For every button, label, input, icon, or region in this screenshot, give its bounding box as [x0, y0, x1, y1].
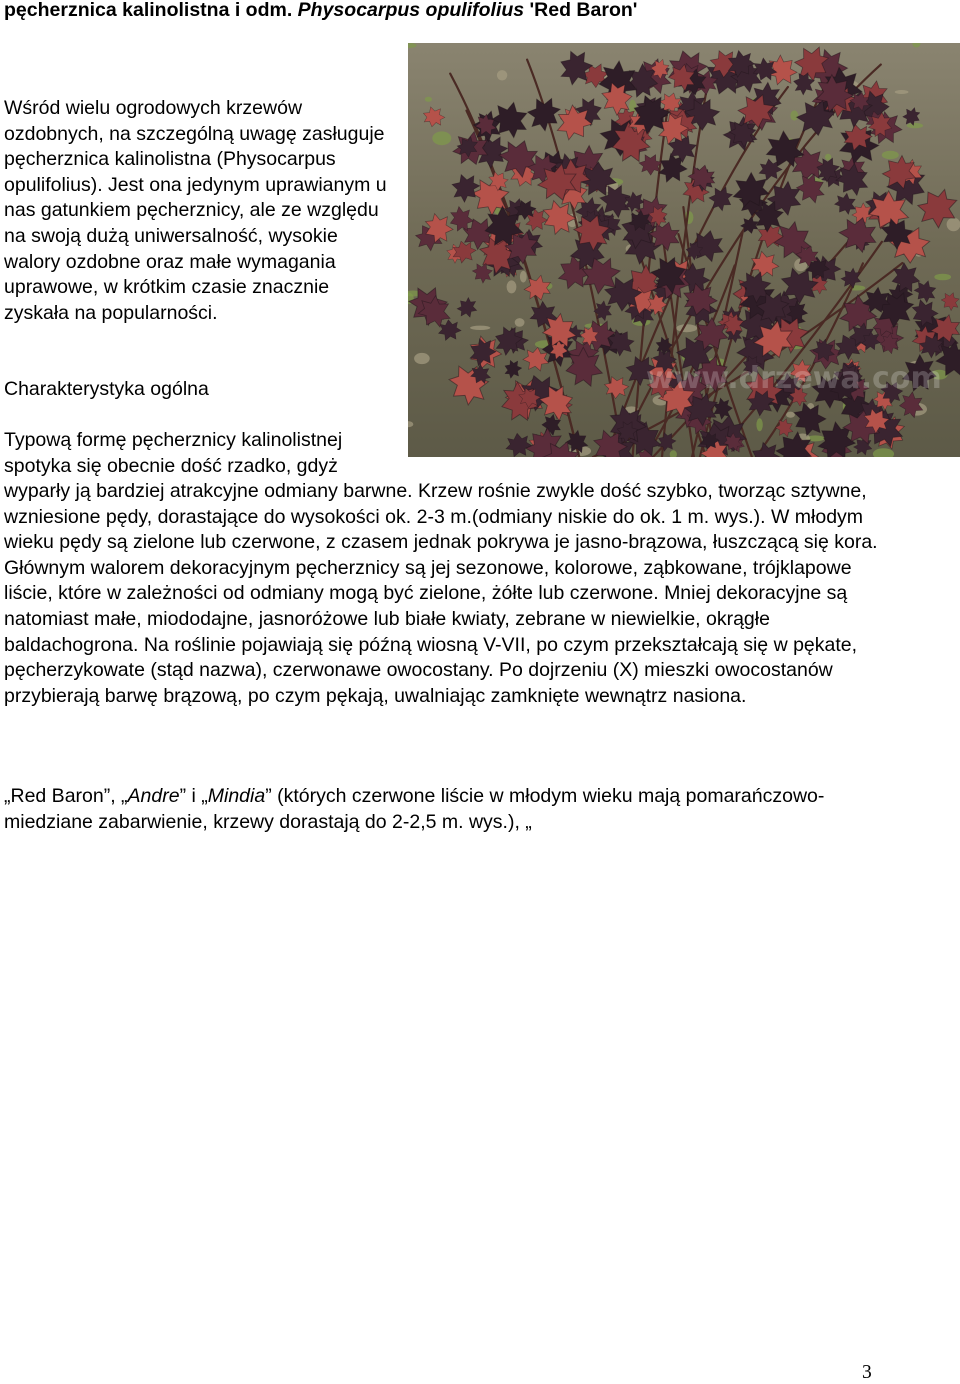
photo-watermark: www.drzewa.com: [646, 361, 942, 396]
section-heading: Charakterystyka ogólna: [4, 378, 209, 400]
varieties-text-1: „Red Baron”, „: [4, 785, 128, 807]
varieties-paragraph: [4, 784, 904, 835]
varieties-text-2: ” i „: [179, 785, 208, 807]
page-title: [4, 0, 637, 24]
title-latin-name: Physocarpus opulifolius: [297, 0, 525, 21]
body-paragraph: wyparły ją bardziej atrakcyjne odmiany barwne. Krzew rośnie zwykle dość szybko, tworząc sztywne, wzniesione pędy, dorastające do wysokości ok. 2-3 m.(odmiany niskie do ok. 1 m. wys.). W młodym wieku pędy są zielone lub czerwone, z czasem jednak pokrywa je jasno-brązowa, łuszczącą się kora. Głównym walorem dekoracyjnym pęcherznicy są jej sezonowe, kolorowe, ząbkowane, trójklapowe liście, które w zależności od odmiany mogą być zielone, żółte lub czerwone. Mniej dekoracyjne są natomiast małe, miododajne, jasnoróżowe lub białe kwiaty, zebrane w niewielkie, okrągłe baldachogrona. Na roślinie pojawiają się późną wiosną V-VII, po czym przekształcają się w pękate, pęcherzykowate (stąd nazwa), czerwonawe owocostany. Po dojrzeniu (X) mieszki owocostanów przybierają barwę brązową, po czym pękają, uwalniając zamknięte wewnątrz nasiona.: [4, 480, 878, 707]
page-number: 3: [862, 1362, 872, 1383]
typowa-paragraph: Typową formę pęcherznicy kalinolistnej spotyka się obecnie dość rzadko, gdyż: [4, 429, 343, 477]
title-cultivar: 'Red Baron': [524, 0, 638, 21]
title-common-name: pęcherznica kalinolistna i odm.: [4, 0, 298, 21]
varieties-text-3: ” (których czerwone liście w młodym wieku mają pomarańczowo-miedziane zabarwienie, krzewy dorastają do 2-2,5 m. wys.), „: [4, 785, 825, 833]
shrub-photo: [408, 43, 960, 457]
shrub-photo-icon: [408, 43, 960, 457]
intro-paragraph: Wśród wielu ogrodowych krzewów ozdobnych, na szczególną uwagę zasługuje pęcherznica kalinolistna (Physocarpus opulifolius). Jest ona jedynym uprawianym u nas gatunkiem pęcherznicy, ale ze względu na swoją dużą uniwersalność, wysokie walory ozdobne oraz małe wymagania uprawowe, w krótkim czasie znacznie zyskała na popularności.: [4, 97, 387, 324]
variety-andre: Andre: [127, 785, 180, 807]
variety-mindia: Mindia: [207, 785, 266, 807]
